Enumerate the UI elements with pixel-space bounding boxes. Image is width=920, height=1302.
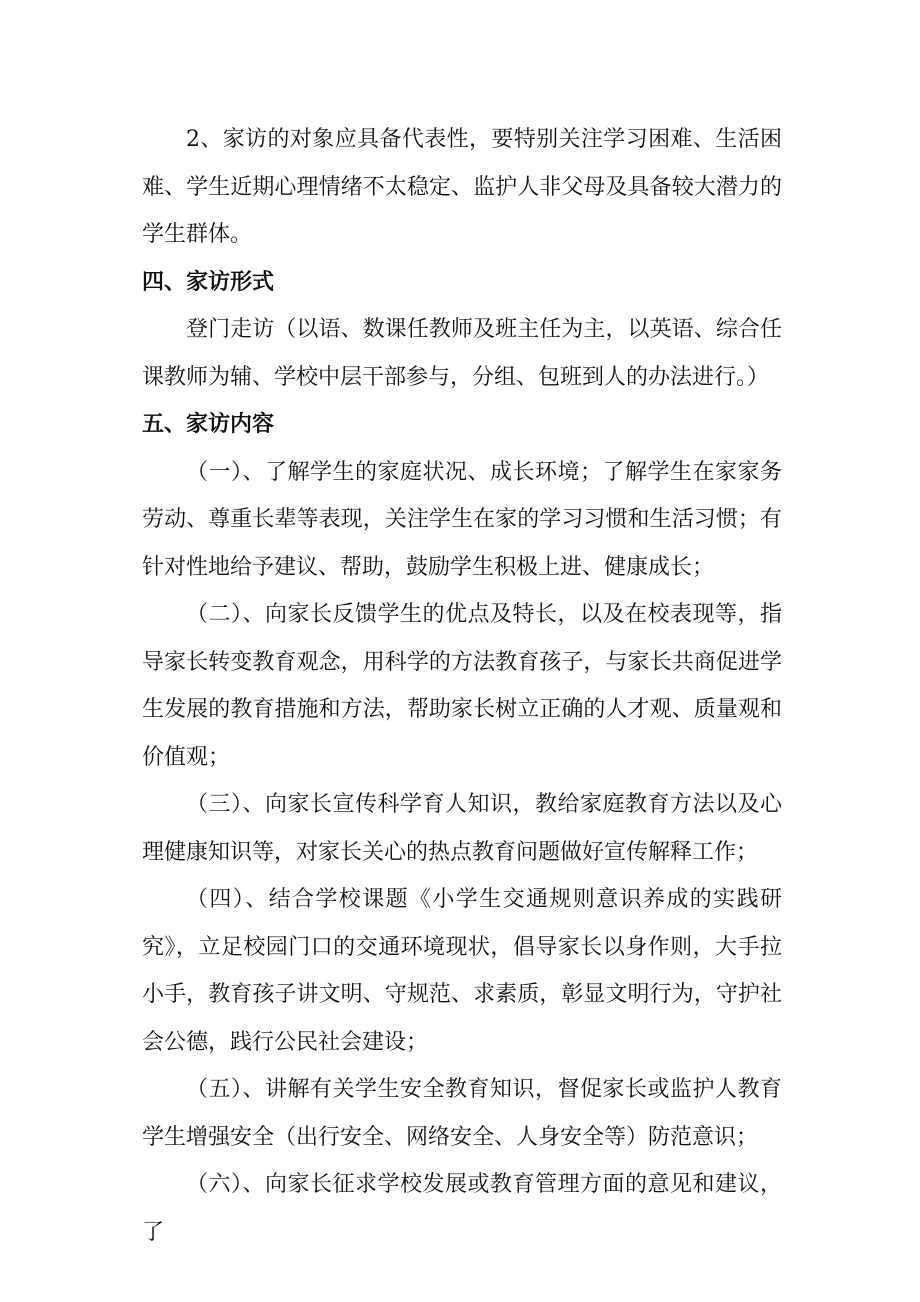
content-item-2: （二）、向家长反馈学生的优点及特长，以及在校表现等，指导家长转变教育观念，用科学的方法教育孩子，与家长共商促进学生发展的教育措施和方法，帮助家长树立正确的人才观、质量观和价值观； bbox=[142, 602, 782, 770]
heading-visit-content: 五、家访内容 bbox=[142, 411, 275, 437]
content-item-4: （四）、结合学校课题《小学生交通规则意识养成的实践研究》，立足校园门口的交通环境现状，倡导家长以身作则，大手拉小手，教育孩子讲文明、守规范、求素质，彰显文明行为，守护社会公德，践行公民社会建设； bbox=[142, 887, 782, 1055]
paragraph-target-students: 2、家访的对象应具备代表性，要特别关注学习困难、生活困难、学生近期心理情绪不太稳定、监护人非父母及具备较大潜力的学生群体。 bbox=[142, 127, 782, 247]
document-page bbox=[142, 116, 782, 1256]
heading-visit-form: 四、家访形式 bbox=[142, 268, 275, 295]
content-item-1: （一）、了解学生的家庭状况、成长环境；了解学生在家家务劳动、尊重长辈等表现，关注学生在家的学习习惯和生活习惯；有针对性地给予建议、帮助，鼓励学生积极上进、健康成长； bbox=[142, 459, 782, 580]
paragraph-visit-form: 登门走访（以语、数课任教师及班主任为主，以英语、综合任课教师为辅、学校中层干部参与，分组、包班到人的办法进行。） bbox=[142, 317, 782, 390]
content-item-5: （五）、讲解有关学生安全教育知识，督促家长或监护人教育学生增强安全（出行安全、网络安全、人身安全等）防范意识； bbox=[142, 1077, 782, 1150]
content-item-3: （三）、向家长宣传科学育人知识，教给家庭教育方法以及心理健康知识等，对家长关心的热点教育问题做好宣传解释工作； bbox=[142, 792, 782, 865]
content-item-6: （六）、向家长征求学校发展或教育管理方面的意见和建议，了 bbox=[142, 1172, 782, 1245]
